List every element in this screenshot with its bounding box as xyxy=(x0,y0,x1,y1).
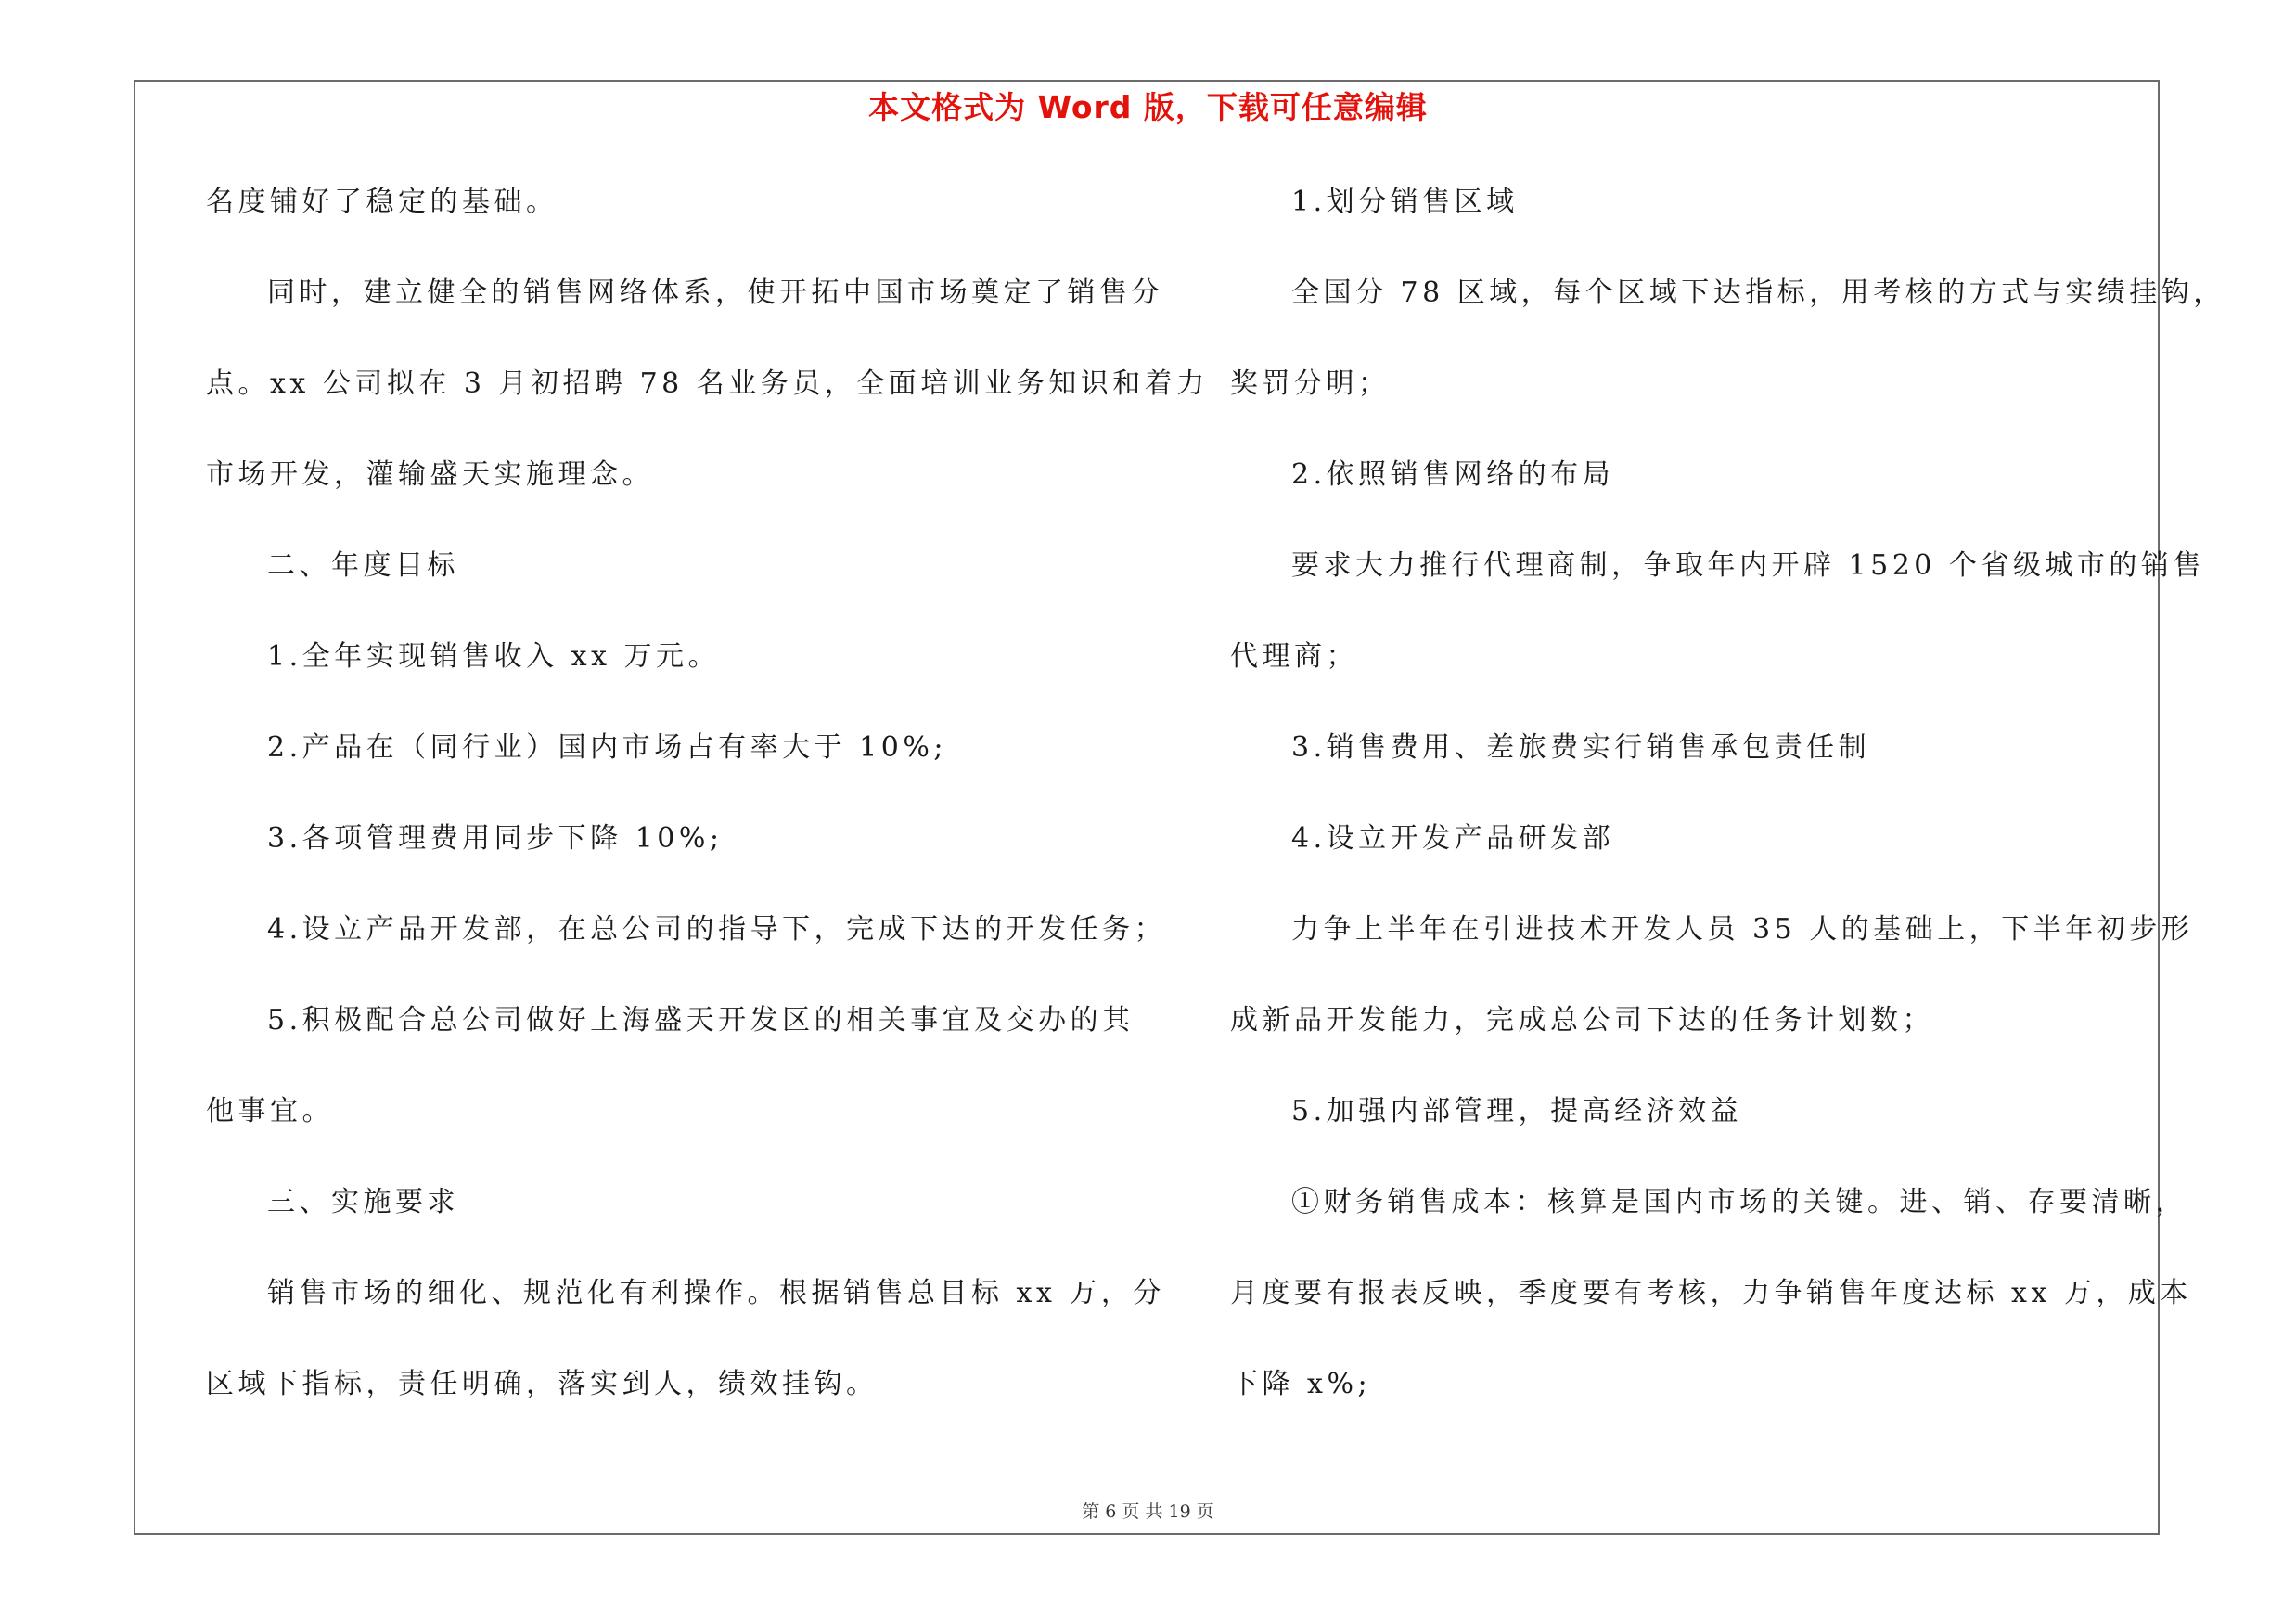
paragraph-line: 同时，建立健全的销售网络体系，使开拓中国市场奠定了销售分 xyxy=(267,277,1163,309)
paragraph-line: 代理商； xyxy=(1230,640,1358,673)
paragraph-line: 奖罚分明； xyxy=(1230,367,1391,400)
paragraph-line: 市场开发，灌输盛天实施理念。 xyxy=(206,458,654,491)
paragraph-line: 5.积极配合总公司做好上海盛天开发区的相关事宜及交办的其 xyxy=(267,1004,1135,1037)
paragraph-line: 成新品开发能力，完成总公司下达的任务计划数； xyxy=(1230,1004,1934,1037)
paragraph-line: 名度铺好了稳定的基础。 xyxy=(206,186,558,218)
paragraph-line: 3.各项管理费用同步下降 10%; xyxy=(267,822,724,855)
paragraph-line: 5.加强内部管理，提高经济效益 xyxy=(1291,1095,1743,1127)
paragraph-line: 4.设立开发产品研发部 xyxy=(1291,822,1615,855)
paragraph-line: 月度要有报表反映，季度要有考核，力争销售年度达标 xx 万，成本 xyxy=(1230,1277,2192,1309)
paragraph-line: 点。xx 公司拟在 3 月初招聘 78 名业务员，全面培训业务知识和着力 xyxy=(206,367,1209,400)
paragraph-line: 区域下指标，责任明确，落实到人，绩效挂钩。 xyxy=(206,1368,879,1400)
paragraph-line: 他事宜。 xyxy=(206,1095,334,1127)
paragraph-line: 2.产品在（同行业）国内市场占有率大于 10%; xyxy=(267,731,947,764)
paragraph-line: 2.依照销售网络的布局 xyxy=(1291,458,1615,491)
page-number: 第 6 页 共 19 页 xyxy=(1082,1501,1214,1522)
paragraph-line: 全国分 78 区域，每个区域下达指标，用考核的方式与实绩挂钩， xyxy=(1291,277,2225,309)
format-banner: 本文格式为 Word 版，下载可任意编辑 xyxy=(868,89,1428,125)
paragraph-line: 下降 x%; xyxy=(1230,1368,1372,1400)
paragraph-line: 1.全年实现销售收入 xx 万元。 xyxy=(267,640,721,673)
paragraph-line: 3.销售费用、差旅费实行销售承包责任制 xyxy=(1291,731,1871,764)
paragraph-line: 要求大力推行代理商制，争取年内开辟 1520 个省级城市的销售 xyxy=(1291,549,2205,582)
section-heading: 三、实施要求 xyxy=(267,1186,459,1218)
paragraph-line: ①财务销售成本：核算是国内市场的关键。进、销、存要清晰， xyxy=(1291,1186,2187,1218)
section-heading: 二、年度目标 xyxy=(267,549,459,582)
paragraph-line: 力争上半年在引进技术开发人员 35 人的基础上，下半年初步形 xyxy=(1291,913,2194,946)
paragraph-line: 4.设立产品开发部，在总公司的指导下，完成下达的开发任务； xyxy=(267,913,1167,946)
paragraph-line: 销售市场的细化、规范化有利操作。根据销售总目标 xx 万，分 xyxy=(267,1277,1165,1309)
paragraph-line: 1.划分销售区域 xyxy=(1291,186,1519,218)
